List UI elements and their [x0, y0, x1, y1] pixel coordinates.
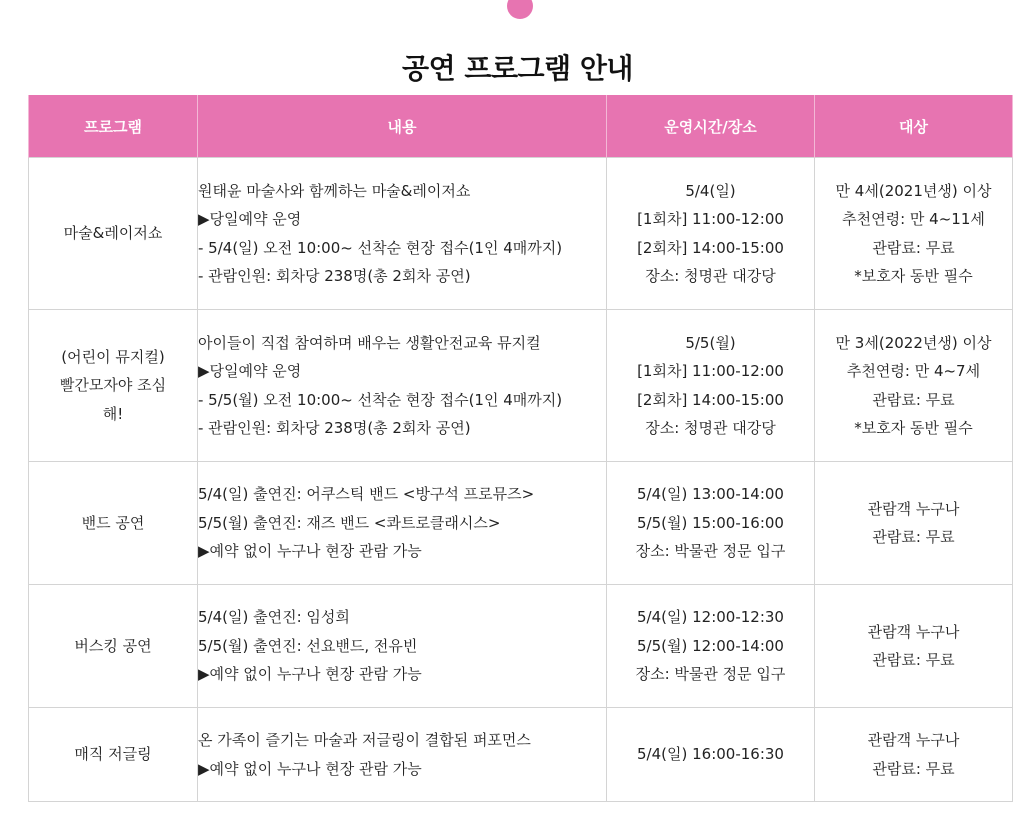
time-place-line: 장소: 청명관 대강당 [645, 267, 776, 285]
content-line: ▶예약 없이 누구나 현장 관람 가능 [198, 665, 422, 684]
content-line: - 관람인원: 회차당 238명(총 2회차 공연) [198, 267, 471, 285]
target-cell [815, 310, 1013, 462]
table-row [29, 310, 1013, 462]
target-line: 관람료: 무료 [872, 238, 955, 257]
time-place-line: 5/4(일) 12:00-12:30 [637, 608, 784, 627]
time-place-line: 5/5(월) 12:00-14:00 [637, 636, 784, 655]
target-line: 관람료: 무료 [872, 651, 955, 669]
table-row [29, 585, 1013, 708]
time-place-line: [2회차] 14:00-15:00 [637, 390, 784, 409]
target-line: 만 3세(2022년생) 이상 [835, 333, 992, 352]
time-place-cell [607, 158, 815, 310]
content-cell [198, 310, 607, 462]
content-line: - 관람인원: 회차당 238명(총 2회차 공연) [198, 419, 471, 437]
target-line: 관람료: 무료 [872, 528, 955, 546]
time-place-cell [607, 708, 815, 802]
time-place-cell [607, 585, 815, 708]
page-title: 공연 프로그램 안내 [402, 51, 633, 85]
header-time-place: 운영시간/장소 [607, 95, 815, 158]
time-place-line: 5/5(월) 15:00-16:00 [637, 513, 784, 532]
target-line: 만 4세(2021년생) 이상 [835, 181, 992, 200]
table-row [29, 462, 1013, 585]
program-name-line: 빨간모자야 조심 [59, 376, 167, 395]
content-line: - 5/5(월) 오전 10:00~ 선착순 현장 접수(1인 4매까지) [198, 390, 563, 409]
content-line: ▶예약 없이 누구나 현장 관람 가능 [198, 542, 422, 561]
content-line: ▶예약 없이 누구나 현장 관람 가능 [198, 759, 422, 778]
time-place-line: [1회차] 11:00-12:00 [637, 210, 784, 228]
program-name-line: (어린이 뮤지컬) [61, 347, 165, 366]
header-content: 내용 [198, 95, 607, 158]
table-row [29, 708, 1013, 802]
time-place-line: 5/4(일) 16:00-16:30 [637, 745, 784, 764]
target-cell [815, 462, 1013, 585]
content-line: 온 가족이 즐기는 마술과 저글링이 결합된 퍼포먼스 [198, 731, 531, 749]
time-place-line: 장소: 청명관 대강당 [645, 419, 776, 437]
target-line: *보호자 동반 필수 [854, 419, 973, 437]
content-line: 5/4(일) 출연진: 어쿠스틱 밴드 <방구석 프로뮤즈> [198, 485, 535, 504]
time-place-cell [607, 310, 815, 462]
program-name-line: 해! [102, 404, 124, 423]
program-table [28, 95, 1013, 802]
time-place-line: [1회차] 11:00-12:00 [637, 362, 784, 380]
target-cell [815, 585, 1013, 708]
program-name-line: 매직 저글링 [74, 745, 152, 764]
content-line: 5/5(월) 출연진: 재즈 밴드 <콰트로클래시스> [198, 513, 501, 532]
target-line: 추천연령: 만 4~7세 [846, 362, 981, 380]
content-cell [198, 585, 607, 708]
program-name-cell [29, 708, 198, 802]
time-place-line: 장소: 박물관 정문 입구 [635, 665, 786, 684]
content-line: ▶당일예약 운영 [198, 362, 302, 380]
target-line: 관람료: 무료 [872, 390, 955, 409]
header-program: 프로그램 [29, 95, 198, 158]
target-line: 관람료: 무료 [872, 759, 955, 778]
decorative-dot [507, 0, 533, 19]
table-header-row [29, 95, 1013, 158]
target-line: 관람객 누구나 [867, 499, 960, 518]
target-line: 관람객 누구나 [867, 731, 960, 749]
content-line: - 5/4(일) 오전 10:00~ 선착순 현장 접수(1인 4매까지) [198, 238, 563, 257]
content-line: ▶당일예약 운영 [198, 210, 302, 228]
content-line: 5/5(월) 출연진: 선요밴드, 전유빈 [198, 636, 418, 655]
target-cell [815, 158, 1013, 310]
time-place-line: 장소: 박물관 정문 입구 [635, 542, 786, 561]
program-name-line: 밴드 공연 [81, 513, 145, 532]
content-cell [198, 462, 607, 585]
time-place-line: 5/4(일) [685, 181, 736, 200]
header-target: 대상 [815, 95, 1013, 158]
content-cell [198, 708, 607, 802]
table-row [29, 158, 1013, 310]
content-cell [198, 158, 607, 310]
program-name-line: 마술&레이저쇼 [63, 224, 163, 243]
time-place-line: [2회차] 14:00-15:00 [637, 238, 784, 257]
program-name-cell [29, 585, 198, 708]
time-place-cell [607, 462, 815, 585]
target-line: *보호자 동반 필수 [854, 267, 973, 285]
program-name-cell [29, 462, 198, 585]
program-name-line: 버스킹 공연 [74, 636, 152, 655]
time-place-line: 5/4(일) 13:00-14:00 [637, 485, 784, 504]
time-place-line: 5/5(월) [685, 333, 736, 352]
target-line: 관람객 누구나 [867, 622, 960, 641]
target-line: 추천연령: 만 4~11세 [842, 210, 985, 228]
content-line: 원태윤 마술사와 함께하는 마술&레이저쇼 [198, 181, 471, 200]
program-name-cell [29, 158, 198, 310]
content-line: 5/4(일) 출연진: 임성희 [198, 608, 350, 627]
target-cell [815, 708, 1013, 802]
content-line: 아이들이 직접 참여하며 배우는 생활안전교육 뮤지컬 [198, 333, 541, 352]
program-name-cell [29, 310, 198, 462]
